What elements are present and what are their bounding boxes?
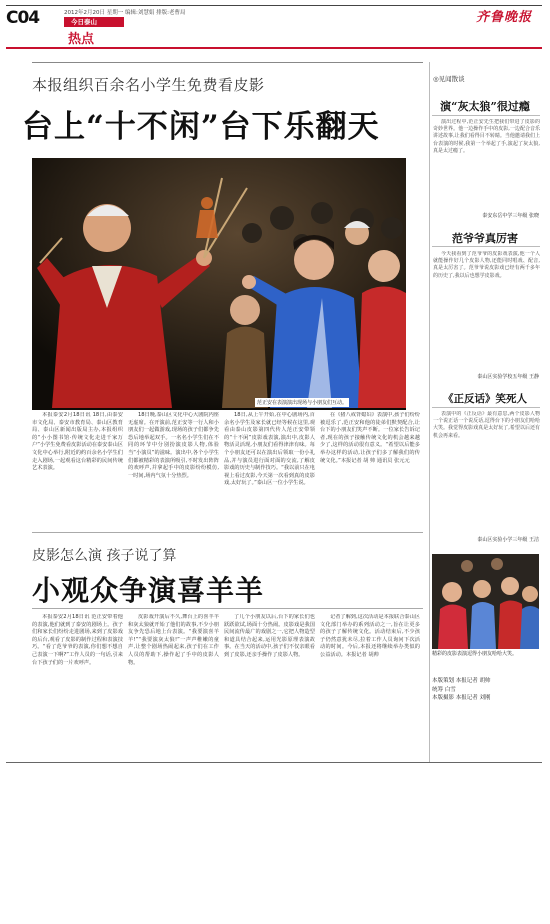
story2-headline: 小观众争演喜羊羊 <box>32 574 265 607</box>
story2-column-2: 皮影戏开演后不久,舞台上的喜羊羊和灰太狼就开始了他们的故事,不少小朋友争先恐后地上台表演。“我要演喜羊羊!”“我要演灰太狼!”一声声稚嫩的童声,让整个剧场热闹起来,孩子们在工作人员的帮助下,操作起了手中的皮影人物。 <box>128 614 219 666</box>
page-number: C04 <box>6 8 40 28</box>
credit-line: 本版策划 本报记者 胡帅 <box>432 678 491 684</box>
story2-column-4: 记者了解到,这次活动是本报联合泰山区文化部门举办的系列活动之一,旨在让更多的孩子了解传统文化。活动结束后,不少孩子仍然意犹未尽,拉着工作人员询问下次活动的时间。今后,本报还将继续举办类似的公益活动。本报记者 胡帅 <box>320 614 420 658</box>
right-rule <box>432 246 540 247</box>
story1-headline: 台上“十不闲”台下乐翻天 <box>22 109 380 145</box>
section-tab[interactable]: 今日泰山 <box>64 17 124 27</box>
right-rule <box>432 115 540 116</box>
story1-top-rule <box>32 62 423 63</box>
story2-column-1: 本报泰安2月18日讯 范正安带着他的表演,他们就到了泰安的剧场上。孩子们和家长们纷纷走进剧场,来到了皮影戏的后台,观看了皮影的制作过程和表演技巧。“看了范爷爷的表演,你们想不想自己表演一下啊?”工作人员的一句话,引来台下孩子们的一片欢呼声。 <box>32 614 123 666</box>
story2-column-3: 了几个小朋友以后,台下的家长们也跃跃欲试,场面十分热闹。皮影戏是我国民间流传最广的戏剧之一,它把人物造型和道具结合起来,运用光影原理表演故事。在当天的活动中,孩子们不仅亲眼看到了皮影,还亲手操作了皮影人物。 <box>224 614 315 658</box>
section-name: 热点 <box>68 32 95 47</box>
right-item-1-body: 演出过程中,范正安先生把我们带进了皮影的奇妙世界。他一边操作手中的皮影,一边配合音乐讲述故事,让我们看得目不转睛。当他邀请我们上台表演的时候,我第一个举起了手,演起了灰太狼,真是太过瘾了。 <box>433 119 540 154</box>
story2-rule <box>32 608 423 609</box>
top-rule <box>6 5 542 6</box>
right-item-1-title: 演“灰太狼”很过瘾 <box>440 100 530 113</box>
right-rule <box>432 407 540 408</box>
story1-column-2: 18日晚,泰山区文化中心大剧院内座无虚席。在开演前,范正安等一行人和小朋友们一起做游戏,现场的孩子们都争先恐后地举起双手。一名名小学生们在不同的环节中分别扮演皮影人物,体验当“小演员”的滋味。演出中,各个小学生们都被精彩的表演所吸引,不时发出阵阵的欢呼声,并拿起手中的皮影纷纷模仿,一时间,场内气氛十分热烈。 <box>128 412 219 479</box>
right-item-1-signature: 泰安东岳中学三年级 张晓 <box>482 213 539 219</box>
right-photo <box>432 554 539 649</box>
story1-column-4: 在《猪八戒背媳妇》表演中,孩子们纷纷被逗乐了,范正安和他的徒弟们默契配合,让台下的小朋友们笑声不断。一位家长告诉记者,现在的孩子接触传统文化的机会越来越少了,这样的活动很有意义。“希望以后能多举办这样的活动,让孩子们多了解我们的传统文化。”本报记者 胡 帅 通讯员 张元元 <box>320 412 420 464</box>
story1-column-3: 18日,从上午开始,在中心剧场内,百余名小学生及家长就已经等候在这里,观看由泰山皮影第四代传人范正安带领的“十不闲”皮影戏表演,演出中,皮影人物活灵活现,小朋友们看得津津有味。每个小朋友还可以在演出后领取一份小礼品,并与演员进行面对面的交流,了解皮影戏的历史与制作技巧。“我以前只在电视上看过皮影,今天第一次看到真的皮影戏,太好玩了。”泰山区一位小学生说。 <box>224 412 315 487</box>
right-photo-caption: 精彩的皮影表演逗得小朋友哈哈大笑。 <box>432 651 518 657</box>
dateline: 2012年2月20日 星期一 编辑:刘慧娟 排版:老曹局 <box>64 10 186 16</box>
right-item-2-title: 范爷爷真厉害 <box>452 232 518 245</box>
shadow-puppet-show-photo <box>32 158 406 410</box>
right-item-2-body: 今天我看到了范爷爷的皮影戏表演,他一个人就能操作好几个皮影人物,还能同时唱戏、配音,真是太厉害了。范爷爷说皮影戏已经有两千多年的历史了,我以后也想学皮影戏。 <box>433 251 540 279</box>
footer-rule <box>6 762 542 763</box>
story2-kicker: 皮影怎么演 孩子说了算 <box>32 548 177 564</box>
newspaper-logo: 齐鲁晚报 <box>476 10 533 25</box>
credits-box <box>432 677 540 703</box>
story1-kicker: 本报组织百余名小学生免费看皮影 <box>32 76 265 94</box>
story1-photo <box>32 158 406 410</box>
story1-column-1: 本报泰安2月18日讯 18日,由泰安市文化局、泰安市教育局、泰山区教育局、泰山区新闻出版局主办,本报组织的“小小图书馆·传统文化走进千家万户”小学生免费看皮影活动在泰安泰山区文化中心举行,附近的约百余名小学生们走入剧场,一起观看这台精彩的民间传统艺术表演。 <box>32 412 123 472</box>
right-item-3-title: 《正反话》笑死人 <box>443 393 527 405</box>
credit-line: 统筹 白雪 <box>432 686 456 693</box>
story1-photo-caption: 范正安在表演演出现场与小朋友们互动。 <box>257 400 348 406</box>
right-item-2-signature: 泰山区实验学校五年级 王静 <box>477 374 539 380</box>
right-item-3-body: 表演中的《正反话》最有意思,两个皮影人物一个说正话一个说反话,逗得台下的小朋友们哈哈大笑。我觉得皮影戏真是太好玩了,希望以后还有机会再来看。 <box>433 411 540 439</box>
credit-line: 本版摄影 本报记者 刘刚 <box>432 695 491 701</box>
right-column-label: ◎见闻散谈 <box>433 75 465 83</box>
story-divider <box>32 532 423 533</box>
right-item-3-signature: 泰山区实验小学三年级 王洁 <box>477 537 539 543</box>
children-audience-photo <box>432 554 539 649</box>
header-rule <box>6 47 542 49</box>
